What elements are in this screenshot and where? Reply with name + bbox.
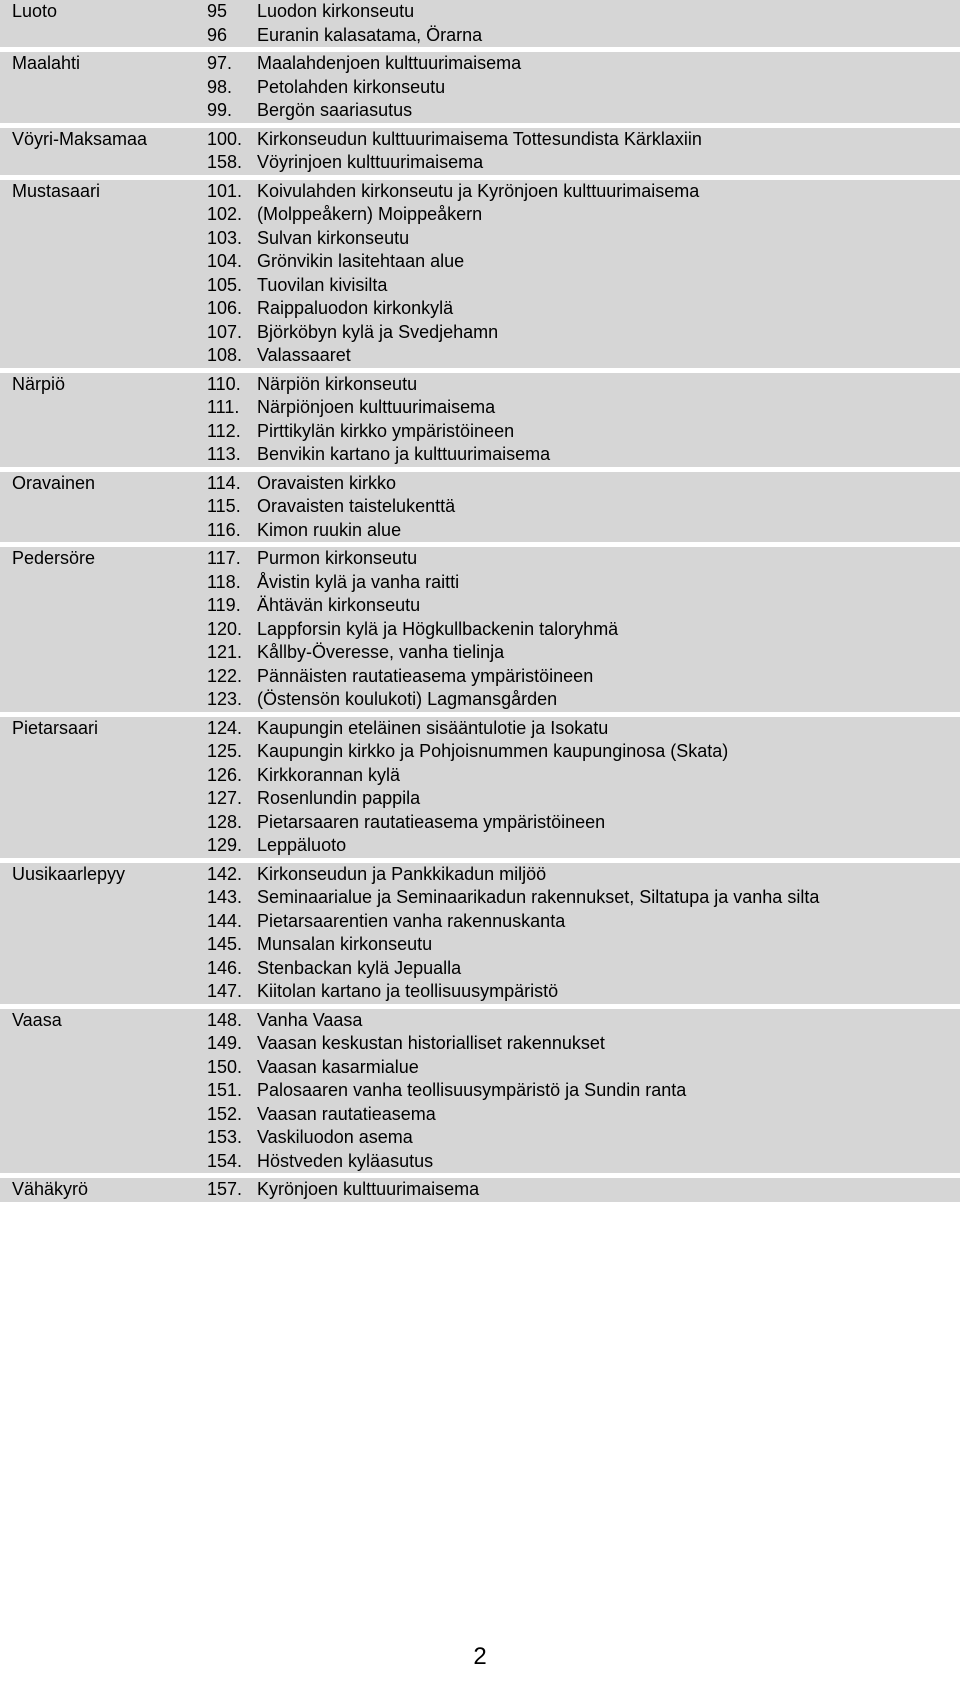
site-number-cell xyxy=(205,1006,257,1176)
table-row xyxy=(0,50,960,126)
site-number: 108. xyxy=(207,345,243,365)
table-row xyxy=(0,469,960,545)
site-name-cell xyxy=(257,1006,960,1176)
site-number-cell xyxy=(205,370,257,469)
site-number: 148. xyxy=(207,1009,243,1030)
municipality-name: Pietarsaari xyxy=(12,717,99,738)
table-row xyxy=(0,0,960,50)
site-number: 143. xyxy=(207,887,243,907)
site-name: Närpiön kirkonseutu xyxy=(257,373,418,394)
site-name: Oravaisten taistelukenttä xyxy=(257,496,456,516)
site-name: Åvistin kylä ja vanha raitti xyxy=(257,571,460,592)
municipality-cell xyxy=(0,714,205,860)
site-name: Leppäluoto xyxy=(257,835,347,855)
site-name-cell xyxy=(257,545,960,715)
site-name-cell xyxy=(257,50,960,126)
municipality-cell xyxy=(0,370,205,469)
site-number: 145. xyxy=(207,934,243,954)
site-name: Vanha Vaasa xyxy=(257,1009,363,1030)
site-number: 121. xyxy=(207,642,243,662)
site-name: Petolahden kirkonseutu xyxy=(257,76,446,97)
site-number: 126. xyxy=(207,764,243,785)
site-name: Seminaarialue ja Seminaarikadun rakennukset, Siltatupa ja vanha silta xyxy=(257,887,820,907)
site-name: Kirkonseudun ja Pankkikadun miljöö xyxy=(257,863,547,884)
site-number-cell xyxy=(205,50,257,126)
site-number-cell xyxy=(205,545,257,715)
site-number: 127. xyxy=(207,788,243,808)
site-number: 102. xyxy=(207,204,243,224)
site-name: Bergön saariasutus xyxy=(257,100,413,120)
municipality-name: Uusikaarlepyy xyxy=(12,863,126,884)
site-number: 101. xyxy=(207,180,243,201)
table-row xyxy=(0,860,960,1006)
site-number: 147. xyxy=(207,981,243,1001)
site-name: Pännäisten rautatieasema ympäristöineen xyxy=(257,665,594,686)
table-row xyxy=(0,714,960,860)
site-number: 114. xyxy=(207,472,241,493)
table-row xyxy=(0,1176,960,1202)
table-row xyxy=(0,370,960,469)
site-name: Närpiönjoen kulttuurimaisema xyxy=(257,397,496,417)
site-name: (Östensön koulukoti) Lagmansgården xyxy=(257,689,558,709)
site-number: 123. xyxy=(207,689,243,709)
site-number: 157. xyxy=(207,1179,243,1199)
municipality-name: Luoto xyxy=(12,1,58,21)
site-number: 96 xyxy=(207,24,228,45)
municipality-cell xyxy=(0,125,205,177)
site-name: Kirkonseudun kulttuurimaisema Tottesundista Kärklaxiin xyxy=(257,128,702,149)
municipality-name: Pedersöre xyxy=(12,548,96,568)
site-name: Ähtävän kirkonseutu xyxy=(257,595,421,615)
municipality-cell xyxy=(0,1176,205,1202)
site-name: Vaasan kasarmialue xyxy=(257,1056,419,1077)
site-number: 113. xyxy=(207,444,241,464)
site-number-cell xyxy=(205,714,257,860)
municipality-name: Närpiö xyxy=(12,373,66,394)
site-name-cell xyxy=(257,125,960,177)
site-number: 95 xyxy=(207,1,228,21)
site-number: 153. xyxy=(207,1127,243,1147)
table-row xyxy=(0,1006,960,1176)
site-name-cell xyxy=(257,0,960,50)
site-name-cell xyxy=(257,177,960,370)
site-name: Björköbyn kylä ja Svedjehamn xyxy=(257,321,499,342)
site-number: 124. xyxy=(207,717,243,738)
site-number: 154. xyxy=(207,1150,243,1171)
site-number: 105. xyxy=(207,274,243,295)
site-number: 99. xyxy=(207,100,233,120)
site-name: Kimon ruukin alue xyxy=(257,519,402,540)
site-number: 149. xyxy=(207,1033,243,1053)
site-name: Vaskiluodon asema xyxy=(257,1127,413,1147)
site-number: 116. xyxy=(207,519,241,540)
site-name: Rosenlundin pappila xyxy=(257,788,421,808)
site-number: 103. xyxy=(207,227,243,248)
site-number: 151. xyxy=(207,1080,243,1100)
municipality-name: Vöyri-Maksamaa xyxy=(12,128,148,149)
municipality-name: Vähäkyrö xyxy=(12,1179,89,1199)
site-name: Grönvikin lasitehtaan alue xyxy=(257,251,465,271)
site-number: 129. xyxy=(207,835,243,855)
site-name: Valassaaret xyxy=(257,345,351,365)
site-name: Vaasan rautatieasema xyxy=(257,1103,436,1124)
site-number: 112. xyxy=(207,420,241,441)
site-name-cell xyxy=(257,1176,960,1202)
site-number: 150. xyxy=(207,1056,243,1077)
site-number: 119. xyxy=(207,595,241,615)
site-number: 158. xyxy=(207,152,243,172)
site-name: Vaasan keskustan historialliset rakennukset xyxy=(257,1033,605,1053)
site-name: Raippaluodon kirkonkylä xyxy=(257,298,454,318)
site-name: Koivulahden kirkonseutu ja Kyrönjoen kulttuurimaisema xyxy=(257,180,700,201)
site-name: Stenbackan kylä Jepualla xyxy=(257,957,462,978)
site-number: 152. xyxy=(207,1103,243,1124)
site-number: 122. xyxy=(207,665,243,686)
site-number-cell xyxy=(205,469,257,545)
site-name: Kiitolan kartano ja teollisuusympäristö xyxy=(257,981,559,1001)
site-number: 117. xyxy=(207,548,241,568)
site-number: 106. xyxy=(207,298,243,318)
table-row xyxy=(0,177,960,370)
site-name: Purmon kirkonseutu xyxy=(257,548,418,568)
site-name: Luodon kirkonseutu xyxy=(257,1,415,21)
site-name: Palosaaren vanha teollisuusympäristö ja Sundin ranta xyxy=(257,1080,687,1100)
site-name: Benvikin kartano ja kulttuurimaisema xyxy=(257,444,551,464)
site-name: Kaupungin kirkko ja Pohjoisnummen kaupunginosa (Skata) xyxy=(257,741,729,761)
municipality-cell xyxy=(0,50,205,126)
site-name: Sulvan kirkonseutu xyxy=(257,227,410,248)
municipality-name: Maalahti xyxy=(12,53,81,73)
site-number-cell xyxy=(205,177,257,370)
site-number: 98. xyxy=(207,76,233,97)
municipality-name: Oravainen xyxy=(12,472,96,493)
municipality-name: Mustasaari xyxy=(12,180,101,201)
municipality-cell xyxy=(0,860,205,1006)
site-name: Pietarsaarentien vanha rakennuskanta xyxy=(257,910,566,931)
municipality-cell xyxy=(0,177,205,370)
site-number: 100. xyxy=(207,128,243,149)
site-name: Oravaisten kirkko xyxy=(257,472,397,493)
site-name: Vöyrinjoen kulttuurimaisema xyxy=(257,152,484,172)
municipality-cell xyxy=(0,1006,205,1176)
site-number: 97. xyxy=(207,53,233,73)
site-number: 115. xyxy=(207,496,241,516)
site-number: 111. xyxy=(207,397,240,417)
site-name: Pirttikylän kirkko ympäristöineen xyxy=(257,420,515,441)
site-name: (Molppeåkern) Moippeåkern xyxy=(257,204,483,224)
site-number-cell xyxy=(205,860,257,1006)
municipality-cell xyxy=(0,545,205,715)
site-name: Munsalan kirkonseutu xyxy=(257,934,433,954)
municipality-cell xyxy=(0,0,205,50)
site-number: 104. xyxy=(207,251,243,271)
site-name-cell xyxy=(257,370,960,469)
site-number: 146. xyxy=(207,957,243,978)
site-name: Kållby-Överesse, vanha tielinja xyxy=(257,642,505,662)
site-number-cell xyxy=(205,0,257,50)
table-row xyxy=(0,545,960,715)
table-row xyxy=(0,125,960,177)
municipality-cell xyxy=(0,469,205,545)
site-name: Tuovilan kivisilta xyxy=(257,274,388,295)
site-number: 144. xyxy=(207,910,243,931)
site-number-cell xyxy=(205,125,257,177)
site-number: 118. xyxy=(207,571,241,592)
site-name: Euranin kalasatama, Örarna xyxy=(257,24,483,45)
site-name: Pietarsaaren rautatieasema ympäristöineen xyxy=(257,811,606,832)
site-name: Kirkkorannan kylä xyxy=(257,764,401,785)
site-name: Maalahdenjoen kulttuurimaisema xyxy=(257,53,522,73)
municipality-name: Vaasa xyxy=(12,1009,62,1030)
site-number: 107. xyxy=(207,321,243,342)
site-name-cell xyxy=(257,469,960,545)
site-name: Höstveden kyläasutus xyxy=(257,1150,434,1171)
site-number: 110. xyxy=(207,373,241,394)
site-name: Lappforsin kylä ja Högkullbackenin taloryhmä xyxy=(257,618,619,639)
site-name: Kyrönjoen kulttuurimaisema xyxy=(257,1179,480,1199)
page-number: 2 xyxy=(473,1643,487,1670)
site-number: 128. xyxy=(207,811,243,832)
site-number: 120. xyxy=(207,618,243,639)
site-name-cell xyxy=(257,860,960,1006)
site-number: 142. xyxy=(207,863,243,884)
site-number: 125. xyxy=(207,741,243,761)
site-name-cell xyxy=(257,714,960,860)
site-number-cell xyxy=(205,1176,257,1202)
site-name: Kaupungin eteläinen sisääntulotie ja Isokatu xyxy=(257,717,609,738)
